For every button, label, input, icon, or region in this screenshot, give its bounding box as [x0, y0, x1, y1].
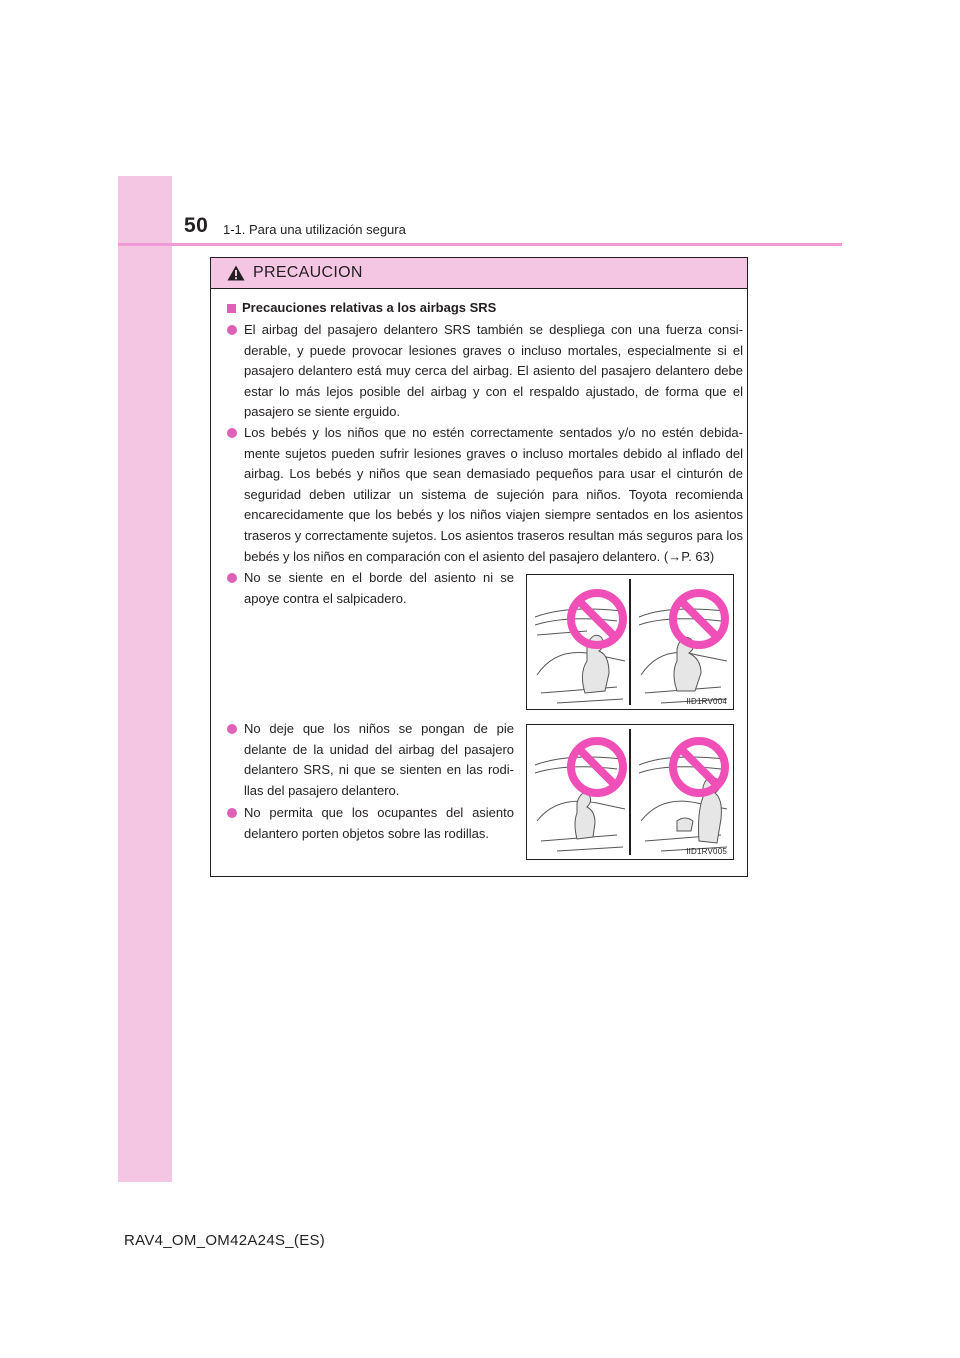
section-title: 1-1. Para una utilización segura — [223, 222, 406, 237]
list-item-text: Los bebés y los niños que no estén correctamente sentados y/o no estén debidamente sujetos pueden sufrir lesiones graves o incluso mortales debido al inflado del airbag. Los bebés y niños que sean demasiado pequeños para usar el cinturón de seguridad deben utilizar un sistema de sujeción para niños. Toyota recomienda encarecidamente que los bebés y los niños viajen siempre sentados en los asientos traseros y correctamente sujetos. Los asientos traseros resultan más seguros para los bebés y los niños en comparación con el asiento del pasajero delantero. (→P. 63) — [244, 425, 743, 564]
list-item — [227, 320, 743, 423]
caution-label: PRECAUCION — [253, 264, 363, 281]
caution-heading — [227, 300, 496, 315]
square-bullet-icon — [227, 304, 236, 313]
side-tab — [118, 176, 172, 1182]
figure-code: IID1RV005 — [686, 847, 727, 856]
caution-header — [211, 258, 747, 289]
list-item — [227, 719, 514, 801]
document-code: RAV4_OM_OM42A24S_(ES) — [124, 1232, 326, 1249]
illustration-drawing — [527, 575, 733, 709]
warning-triangle-icon — [227, 265, 245, 281]
illustration-drawing — [527, 725, 733, 859]
list-item-text: No permita que los ocupantes del asiento delantero porten objetos sobre las rodillas. — [244, 805, 514, 841]
list-item-text: No se siente en el borde del asiento ni se apoye contra el salpicadero. — [244, 570, 514, 606]
bullet-dot-icon — [227, 428, 237, 438]
illustration-seat-edge — [526, 574, 734, 710]
list-item — [227, 803, 514, 844]
bullet-dot-icon — [227, 573, 237, 583]
figure-code: IID1RV004 — [686, 697, 727, 706]
caution-heading-text: Precauciones relativas a los airbags SRS — [242, 300, 497, 315]
illustration-child-standing — [526, 724, 734, 860]
list-item-text: No deje que los niños se pongan de pie delante de la unidad del airbag del pasajero delantero SRS, ni que se sienten en las rodillas del pasajero delantero. — [244, 721, 514, 798]
list-item — [227, 423, 743, 567]
list-item — [227, 568, 514, 609]
header-rule — [118, 243, 842, 246]
bullet-dot-icon — [227, 325, 237, 335]
caution-box — [210, 257, 748, 877]
page-number: 50 — [184, 214, 209, 237]
list-item-text: El airbag del pasajero delantero SRS también se despliega con una fuerza considerable, y puede provocar lesiones graves o incluso mortales, especialmente si el pasajero delantero está muy cerca del airbag. El asiento del pasajero delantero debe estar lo más lejos posible del airbag y con el respaldo ajustado, de forma que el pasajero se siente erguido. — [244, 322, 743, 420]
bullet-dot-icon — [227, 724, 237, 734]
bullet-dot-icon — [227, 808, 237, 818]
